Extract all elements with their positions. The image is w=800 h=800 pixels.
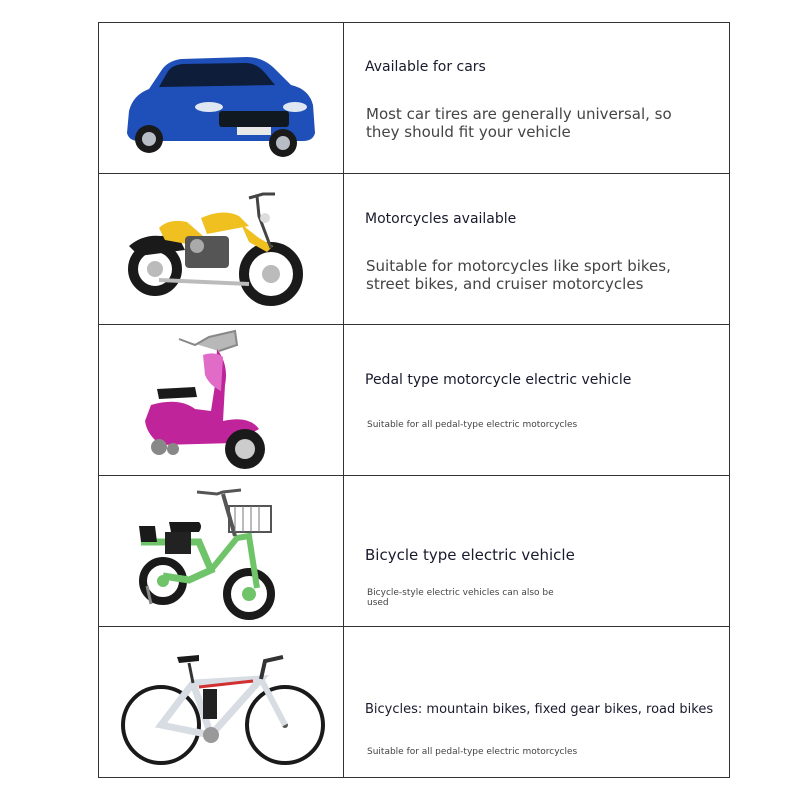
row-description: Most car tires are generally universal, so they should fit your vehicle (366, 105, 672, 141)
vehicle-compatibility-table (98, 22, 730, 778)
car-image-cell (99, 23, 344, 173)
table-row (99, 325, 729, 476)
row-title: Pedal type motorcycle electric vehicle (365, 372, 632, 388)
row-title: Bicycles: mountain bikes, fixed gear bikes, road bikes (365, 702, 714, 717)
table-row (99, 476, 729, 627)
row-title: Available for cars (365, 59, 486, 75)
motorcycle-image-cell (99, 174, 344, 324)
electric-bike-image-cell (99, 476, 344, 626)
row-description: Suitable for motorcycles like sport bikes, street bikes, and cruiser motorcycles (366, 257, 671, 293)
table-row (99, 174, 729, 325)
motorcycle-image (99, 174, 344, 324)
row-description: Bicycle-style electric vehicles can also be used (367, 588, 554, 608)
bicycle-image (99, 627, 344, 777)
row-title: Motorcycles available (365, 211, 517, 227)
car-image (99, 23, 344, 173)
scooter-image-cell (99, 325, 344, 475)
table-row (99, 23, 729, 174)
row-description: Suitable for all pedal-type electric motorcycles (367, 747, 578, 757)
electric-bike-image (99, 476, 344, 626)
bicycle-image-cell (99, 627, 344, 778)
row-title: Bicycle type electric vehicle (365, 546, 575, 564)
table-row (99, 627, 729, 778)
row-description: Suitable for all pedal-type electric motorcycles (367, 420, 578, 430)
scooter-image (99, 325, 344, 475)
